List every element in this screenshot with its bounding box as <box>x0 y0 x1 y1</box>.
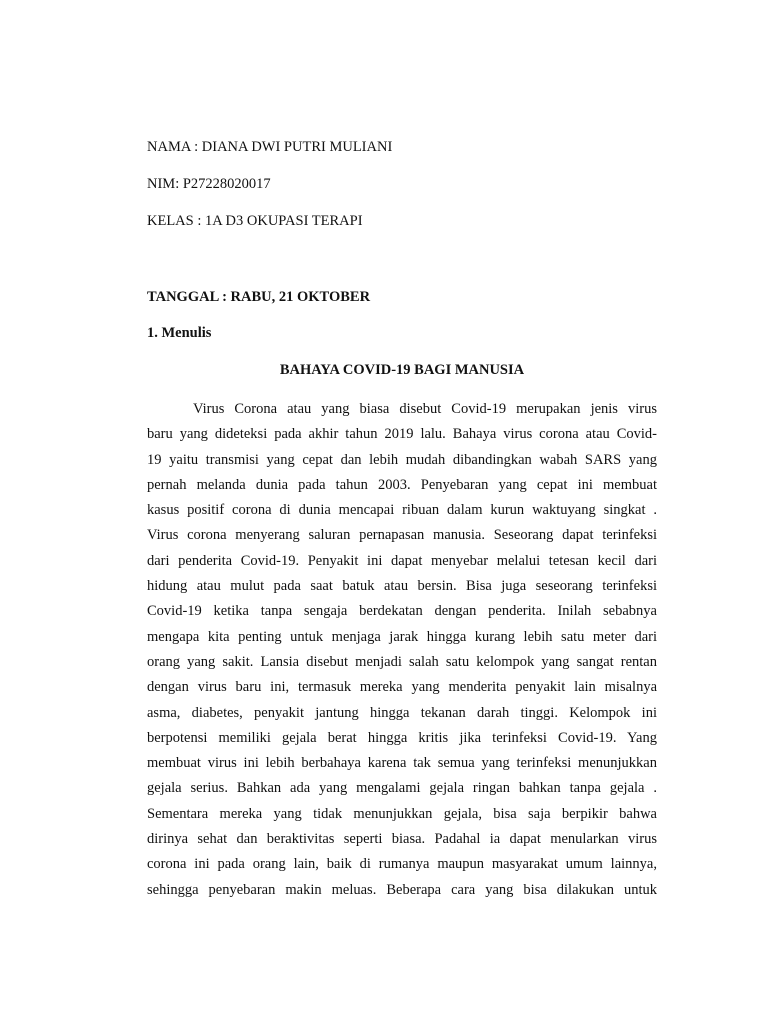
essay-line: orang yang sakit. Lansia disebut menjadi salah satu kelompok yang sangat rentan <box>147 653 657 670</box>
essay-line: sehingga penyebaran makin meluas. Beberapa cara yang bisa dilakukan untuk <box>147 881 657 898</box>
essay-body <box>147 397 657 903</box>
essay-line: Virus corona menyerang saluran pernapasan manusia. Seseorang dapat terinfeksi <box>147 527 657 544</box>
essay-line: membuat virus ini lebih berbahaya karena tak semua yang terinfeksi menunjukkan <box>147 755 657 772</box>
essay-line: dari penderita Covid-19. Penyakit ini dapat menyebar melalui tetesan kecil dari <box>147 552 657 569</box>
student-name: NAMA : DIANA DWI PUTRI MULIANI <box>147 139 393 155</box>
essay-line: Sementara mereka yang tidak menunjukkan gejala, bisa saja berpikir bahwa <box>147 805 657 822</box>
essay-line: corona ini pada orang lain, baik di rumanya maupun masyarakat umum lainnya, <box>147 856 657 873</box>
essay-line: hidung atau mulut pada saat batuk atau bersin. Bisa juga seseorang terinfeksi <box>147 578 657 595</box>
essay-line: gejala serius. Bahkan ada yang mengalami gejala ringan bahkan tanpa gejala . <box>147 780 657 797</box>
student-nim: NIM: P27228020017 <box>147 176 271 192</box>
essay-line: pernah melanda dunia pada tahun 2003. Penyebaran yang cepat ini membuat <box>147 476 657 493</box>
essay-title: BAHAYA COVID-19 BAGI MANUSIA <box>279 362 525 378</box>
date-heading: TANGGAL : RABU, 21 OKTOBER <box>147 289 371 305</box>
section-heading: 1. Menulis <box>147 325 212 341</box>
essay-line: mengapa kita penting untuk menjaga jarak hingga kurang lebih satu meter dari <box>147 628 657 645</box>
student-class: KELAS : 1A D3 OKUPASI TERAPI <box>147 213 363 229</box>
essay-line: dirinya sehat dan beraktivitas seperti biasa. Padahal ia dapat menularkan virus <box>147 831 657 848</box>
essay-line: dengan virus baru ini, termasuk mereka yang menderita penyakit lain misalnya <box>147 679 657 696</box>
essay-line: berpotensi memiliki gejala berat hingga kritis jika terinfeksi Covid-19. Yang <box>147 729 657 746</box>
essay-line: 19 yaitu transmisi yang cepat dan lebih mudah dibandingkan wabah SARS yang <box>147 451 657 468</box>
essay-line: kasus positif corona di dunia mencapai ribuan dalam kurun waktuyang singkat . <box>147 502 657 519</box>
essay-line: asma, diabetes, penyakit jantung hingga tekanan darah tinggi. Kelompok ini <box>147 704 657 721</box>
essay-line: Covid-19 ketika tanpa sengaja berdekatan dengan penderita. Inilah sebabnya <box>147 603 657 620</box>
essay-line: baru yang dideteksi pada akhir tahun 2019 lalu. Bahaya virus corona atau Covid- <box>147 426 657 443</box>
essay-line: Virus Corona atau yang biasa disebut Covid-19 merupakan jenis virus <box>193 401 657 417</box>
